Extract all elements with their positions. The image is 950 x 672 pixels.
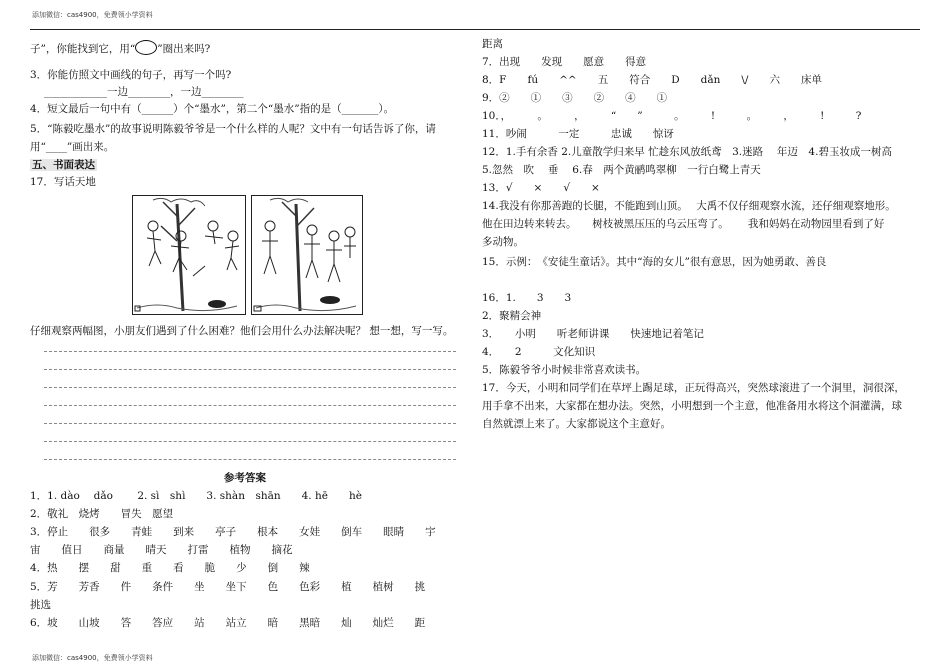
q3-blank-line: ____________一边________，一边________ [44,86,244,98]
q-line-1b: ”圈出来吗? [157,43,211,55]
header-rule [30,29,920,30]
writing-line[interactable] [44,459,456,460]
writing-line[interactable] [44,369,456,370]
answer-line: 4．热 摆 甜 重 看 脆 少 倒 辣 [30,562,310,574]
writing-line[interactable] [44,423,456,424]
answer-line: 8．F fú ^^ 五 符合 D dǎn \/ 六 床单 [482,74,822,86]
answer-line: 挑选 [30,599,51,611]
answer-line: 5.忽然 吹 垂 6.春 两个黄鹂鸣翠柳 一行白鹭上青天 [482,164,761,176]
q4-line: 4．短文最后一句中有（______）个“墨水”，第二个“墨水”指的是（_______）。 [30,103,395,115]
kids-tree-illustration [133,196,245,314]
answer-line: 2．敬礼 烧烤 冒失 愿望 [30,508,174,520]
q17-title: 17．写话天地 [30,176,96,188]
answer-line: 4． 2 文化知识 [482,346,596,358]
page-footer: 添加微信：cas4900，免费领小学资料 [32,654,153,662]
answer-line: 1．1. dào dǎo 2. sì shì 3. shàn shān 4. hē hè [30,490,362,502]
answer-line: 多动物。 [482,236,524,248]
answer-line: 3． 小明 听老师讲课 快速地记着笔记 [482,328,704,340]
answer-line: 9．② ① ③ ② ④ ① [482,92,668,104]
answer-line: 16．1. 3 3 [482,292,572,304]
answer-line: 6．坡 山坡 答 答应 站 站立 暗 黑暗 灿 灿烂 距 [30,617,426,629]
page-header: 添加微信：cas4900，免费领小学资料 [32,11,153,19]
answer-line: 5．芳 芳香 件 条件 坐 坐下 色 色彩 植 植树 挑 [30,581,426,593]
illustration-panel-1 [132,195,246,315]
section-title-label: 五、书面表达 [32,159,95,171]
answer-line: 17．今天，小明和同学们在草坪上踢足球，正玩得高兴，突然球滚进了一个洞里，洞很深， [482,382,905,394]
answer-line: 用手拿不出来，大家都在想办法。突然，小明想到一个主意，他准备用水将这个洞灌满，球 [482,400,902,412]
writing-prompt: 仔细观察两幅图，小朋友们遇到了什么困难？他们会用什么办法解决呢？ 想一想，写一写。 [30,325,454,337]
answer-line: 11．吵闹 一定 忠诚 惊讶 [482,128,674,140]
answer-line: 14.我没有你那善跑的长腿，不能跑到山顶。 大禹不仅仔细观察水流，还仔细观察地形。 [482,200,896,212]
answer-line: 15．示例： 《安徒生童话》。其中“海的女儿”很有意思，因为她勇敢、善良 [482,256,827,268]
section-title [30,158,97,172]
answer-line: 自然就漂上来了。大家都说这个主意好。 [482,418,671,430]
writing-line[interactable] [44,441,456,442]
answer-line: 5．陈毅爷爷小时候非常喜欢读书。 [482,364,647,376]
q5-line-2: 用“____”画出来。 [30,141,115,153]
q-line-1 [30,40,210,56]
answers-title: 参考答案 [224,472,266,484]
answer-line: 2．聚精会神 [482,310,542,322]
answer-line: 12．1.手有余香 2.儿童散学归来早 忙趁东风放纸鸢 3.迷路 年迈 4.碧玉妆成一树高 [482,146,892,158]
answer-line: 10．， 。 ， “ ” 。 ! 。 ， ! ? [482,110,862,122]
writing-line[interactable] [44,351,456,352]
q-line-1a: 子”，你能找到它，用“ [30,43,136,55]
answer-line: 13．√ × √ × [482,182,600,194]
writing-line[interactable] [44,387,456,388]
answer-line: 宙 值日 商量 晴天 打雷 植物 摘花 [30,544,293,556]
illustration-panel-2 [251,195,363,315]
answer-line: 7．出现 发现 愿意 得意 [482,56,647,68]
circle-mark-icon [135,40,157,55]
kids-hole-illustration [252,196,362,314]
answer-line: 距离 [482,38,503,50]
answer-line: 3．停止 很多 青蛙 到来 亭子 根本 女娃 倒车 眼睛 宇 [30,526,436,538]
q5-line: 5．“陈毅吃墨水”的故事说明陈毅爷爷是一个什么样的人呢？文中有一句话告诉了你，请 [30,123,436,135]
q3-line: 3．你能仿照文中画线的句子，再写一个吗? [30,69,232,81]
answer-line: 他在田边转来转去。 树枝被黑压压的乌云压弯了。 我和妈妈在动物园里看到了好 [482,218,885,230]
writing-line[interactable] [44,405,456,406]
